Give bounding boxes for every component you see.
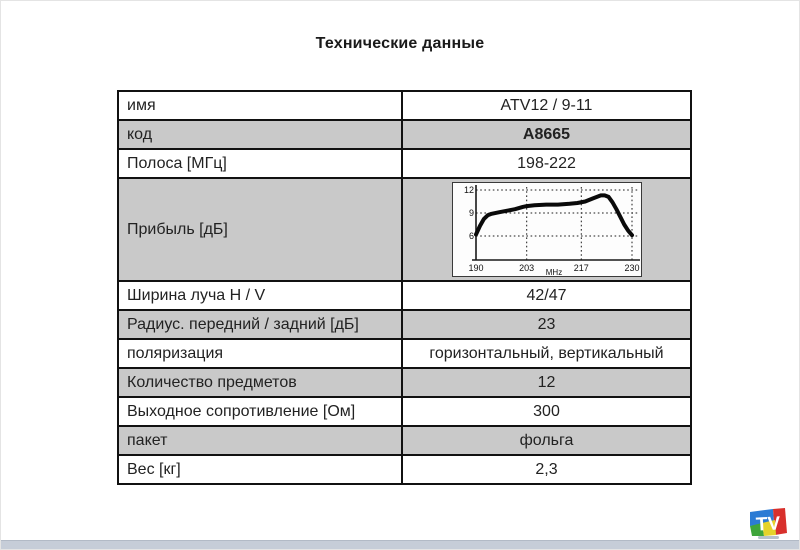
table-row	[118, 310, 691, 339]
row-value: 198-222	[402, 149, 691, 178]
row-label: Вес [кг]	[118, 455, 402, 484]
row-label: Радиус. передний / задний [дБ]	[118, 310, 402, 339]
row-value: 300	[402, 397, 691, 426]
row-label: имя	[118, 91, 402, 120]
row-label: Ширина луча H / V	[118, 281, 402, 310]
x-tick-label: 217	[573, 263, 589, 273]
tv-logo-stand	[758, 536, 779, 539]
x-tick-label: 203	[518, 263, 534, 273]
row-label: Выходное сопротивление [Ом]	[118, 397, 402, 426]
y-tick-label: 6	[468, 231, 474, 241]
y-tick-label: 9	[468, 208, 474, 218]
row-value: горизонтальный, вертикальный	[402, 339, 691, 368]
table-row	[118, 397, 691, 426]
table-row	[118, 368, 691, 397]
row-value	[402, 178, 691, 281]
table-row	[118, 455, 691, 484]
row-value: фольга	[402, 426, 691, 455]
table-row	[118, 149, 691, 178]
tv-logo-screen	[750, 508, 787, 539]
row-label: код	[118, 120, 402, 149]
row-label: Количество предметов	[118, 368, 402, 397]
row-value: ATV12 / 9-11	[402, 91, 691, 120]
tv-logo-text: TV	[755, 513, 781, 536]
y-tick-label: 12	[463, 185, 474, 195]
row-value: 2,3	[402, 455, 691, 484]
row-value: A8665	[402, 120, 691, 149]
x-axis-label: MHz	[545, 268, 562, 276]
table-row	[118, 426, 691, 455]
row-label: Прибыль [дБ]	[118, 178, 402, 281]
row-value: 23	[402, 310, 691, 339]
table-row	[118, 120, 691, 149]
bottom-bar	[1, 540, 799, 549]
row-label: поляризация	[118, 339, 402, 368]
row-label: пакет	[118, 426, 402, 455]
row-label: Полоса [МГц]	[118, 149, 402, 178]
x-tick-label: 230	[623, 263, 640, 273]
row-value: 42/47	[402, 281, 691, 310]
x-tick-label: 190	[467, 263, 484, 273]
table-row	[118, 91, 691, 120]
table-row	[118, 281, 691, 310]
spec-table-body	[118, 91, 691, 484]
table-row	[118, 339, 691, 368]
row-value: 12	[402, 368, 691, 397]
gain-curve	[476, 195, 632, 235]
technical-data-table	[117, 90, 692, 485]
table-row	[118, 178, 691, 281]
gain-chart	[452, 182, 642, 277]
tv-logo	[747, 505, 789, 541]
page-title: Технические данные	[315, 35, 485, 52]
